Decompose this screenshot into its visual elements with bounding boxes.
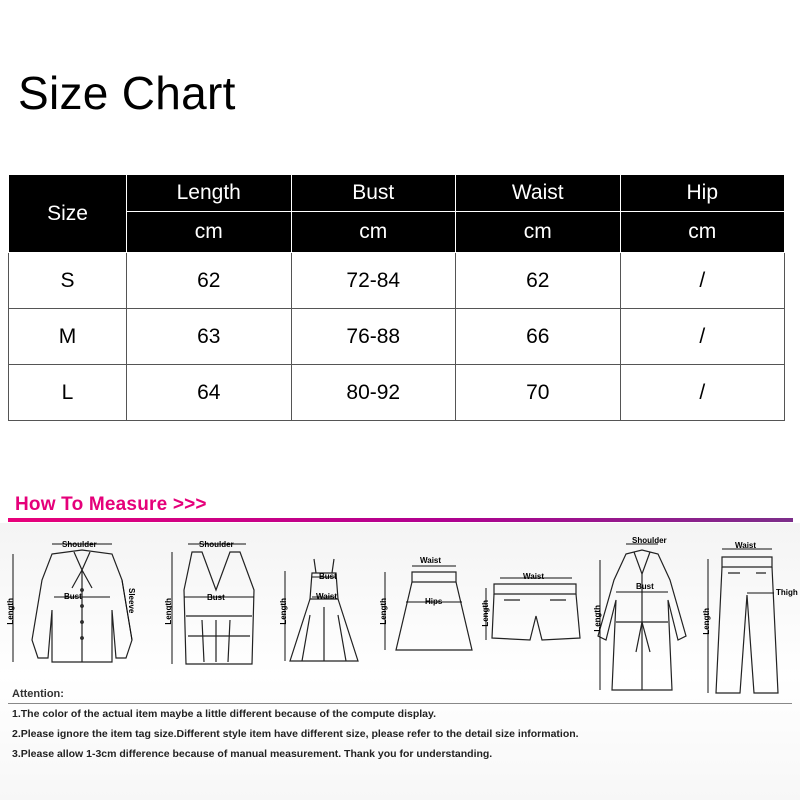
- label-bust: Bust: [319, 572, 337, 581]
- row-bust: 76-88: [291, 309, 456, 365]
- camisole-diagram: [158, 540, 273, 680]
- attention-divider: [8, 703, 792, 704]
- label-length: Length: [481, 600, 490, 627]
- coat-diagram: [590, 540, 700, 700]
- row-length: 62: [127, 253, 292, 309]
- label-waist: Waist: [316, 592, 338, 601]
- unit-bust: cm: [291, 212, 456, 253]
- label-length: Length: [593, 605, 602, 632]
- how-to-measure-heading: How To Measure >>>: [15, 494, 207, 515]
- label-length: Length: [279, 598, 288, 625]
- unit-hip: cm: [620, 212, 785, 253]
- label-bust: Bust: [636, 582, 654, 591]
- attention-note: 2.Please ignore the item tag size.Different style item have different size, please refer to the detail size information.: [12, 728, 579, 740]
- label-waist: Waist: [523, 572, 545, 581]
- label-sleeve: Sleeve: [127, 588, 136, 614]
- label-length: Length: [6, 598, 15, 625]
- row-hip: /: [620, 309, 785, 365]
- row-size: L: [9, 365, 127, 421]
- shorts-diagram: [480, 570, 590, 660]
- unit-waist: cm: [456, 212, 621, 253]
- row-size: M: [9, 309, 127, 365]
- label-waist: Waist: [735, 541, 757, 550]
- row-waist: 70: [456, 365, 621, 421]
- table-header-row: [9, 175, 785, 212]
- label-length: Length: [702, 608, 711, 635]
- row-waist: 62: [456, 253, 621, 309]
- label-waist: Waist: [420, 556, 442, 565]
- label-hips: Hips: [425, 597, 443, 606]
- row-length: 63: [127, 309, 292, 365]
- label-shoulder: Shoulder: [632, 536, 667, 545]
- label-bust: Bust: [64, 592, 82, 601]
- label-length: Length: [379, 598, 388, 625]
- header-size: Size: [9, 175, 127, 253]
- page-title: Size Chart: [18, 67, 236, 119]
- attention-note: 1.The color of the actual item maybe a little different because of the compute display.: [12, 708, 436, 720]
- header-length: Length: [127, 175, 292, 212]
- attention-heading: Attention:: [12, 688, 64, 700]
- label-bust: Bust: [207, 593, 225, 602]
- label-shoulder: Shoulder: [62, 540, 97, 549]
- label-thigh: Thigh: [776, 588, 798, 597]
- table-row: [9, 309, 785, 365]
- row-hip: /: [620, 253, 785, 309]
- row-hip: /: [620, 365, 785, 421]
- row-bust: 80-92: [291, 365, 456, 421]
- heading-divider: [8, 518, 793, 522]
- unit-length: cm: [127, 212, 292, 253]
- table-row: [9, 365, 785, 421]
- header-waist: Waist: [456, 175, 621, 212]
- row-size: S: [9, 253, 127, 309]
- trousers-diagram: [700, 545, 800, 700]
- row-length: 64: [127, 365, 292, 421]
- label-length: Length: [164, 598, 173, 625]
- header-bust: Bust: [291, 175, 456, 212]
- skirt-diagram: [376, 560, 481, 670]
- label-shoulder: Shoulder: [199, 540, 234, 549]
- header-hip: Hip: [620, 175, 785, 212]
- row-bust: 72-84: [291, 253, 456, 309]
- row-waist: 66: [456, 309, 621, 365]
- table-row: [9, 253, 785, 309]
- attention-note: 3.Please allow 1-3cm difference because of manual measurement. Thank you for understanding.: [12, 748, 493, 760]
- size-table: [8, 174, 785, 421]
